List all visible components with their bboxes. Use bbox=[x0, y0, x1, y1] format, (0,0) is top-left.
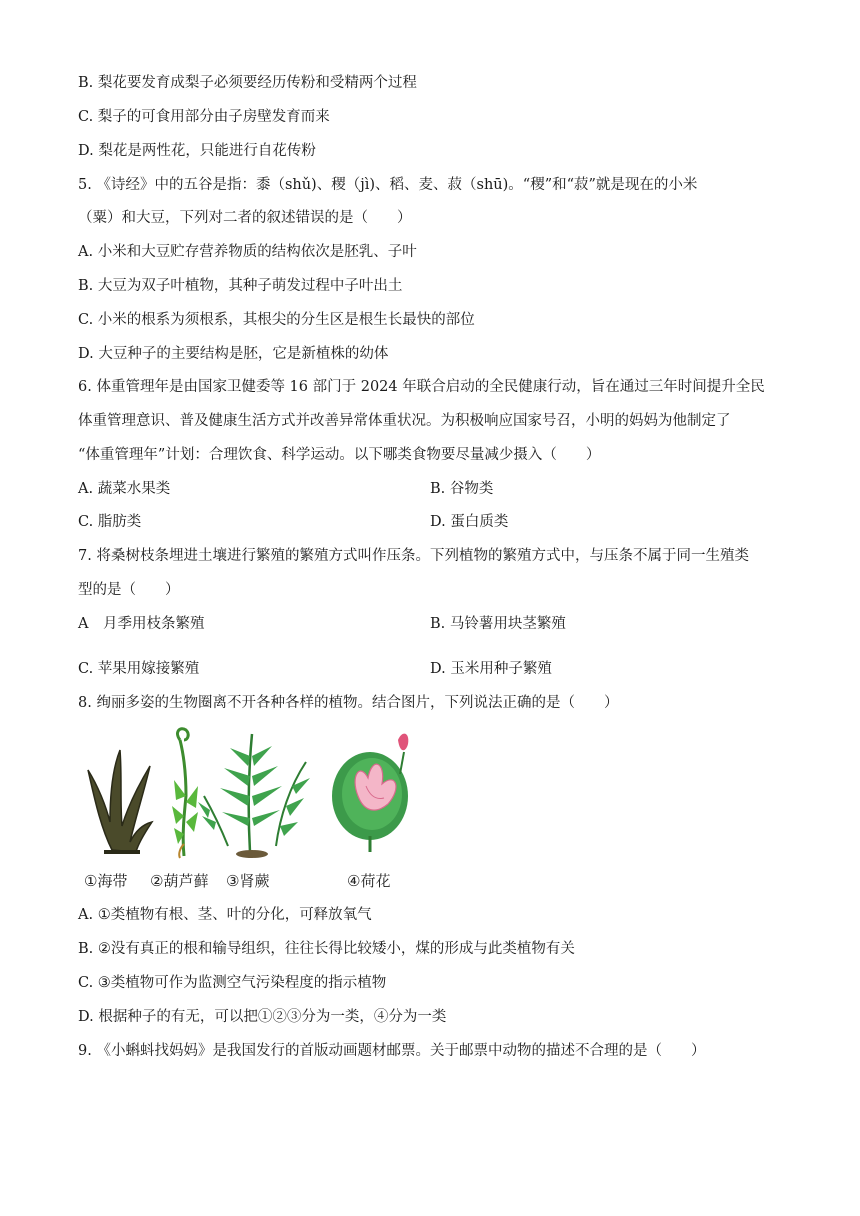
q4-option-d: D. 梨花是两性花，只能进行自花传粉 bbox=[78, 143, 316, 159]
caption-fern: ③肾蕨 bbox=[226, 872, 270, 890]
q4-option-c: C. 梨子的可食用部分由子房壁发育而来 bbox=[78, 109, 330, 125]
q5-option-a: A. 小米和大豆贮存营养物质的结构依次是胚乳、子叶 bbox=[78, 244, 417, 260]
moss-drawing bbox=[172, 729, 198, 858]
fern-drawing bbox=[198, 734, 310, 858]
q4-option-b: B. 梨花要发育成梨子必须要经历传粉和受精两个过程 bbox=[78, 75, 417, 91]
q8-option-d: D. 根据种子的有无，可以把①②③分为一类，④分为一类 bbox=[78, 1009, 447, 1025]
lotus-drawing bbox=[332, 734, 408, 852]
q6-stem-line3: “体重管理年”计划：合理饮食、科学运动。以下哪类食物要尽量减少摄入（ ） bbox=[78, 447, 601, 463]
q7-option-a: A 月季用枝条繁殖 bbox=[78, 616, 205, 632]
q7-option-d: D. 玉米用种子繁殖 bbox=[430, 661, 552, 677]
q7-option-c: C. 苹果用嫁接繁殖 bbox=[78, 661, 200, 677]
q5-stem-line2: （粟）和大豆，下列对二者的叙述错误的是（ ） bbox=[78, 210, 412, 226]
q6-stem-line2: 体重管理意识、普及健康生活方式并改善异常体重状况。为积极响应国家号召，小明的妈妈为他制定了 bbox=[78, 413, 731, 429]
q6-option-c: C. 脂肪类 bbox=[78, 514, 142, 530]
q7-stem-line1: 7. 将桑树枝条埋进土壤进行繁殖的繁殖方式叫作压条。下列植物的繁殖方式中，与压条不属于同一生殖类 bbox=[78, 548, 749, 564]
q5-option-b: B. 大豆为双子叶植物，其种子萌发过程中子叶出土 bbox=[78, 278, 403, 294]
q5-option-c: C. 小米的根系为须根系，其根尖的分生区是根生长最快的部位 bbox=[78, 312, 475, 328]
q9-stem: 9. 《小蝌蚪找妈妈》是我国发行的首版动画题材邮票。关于邮票中动物的描述不合理的是（ ） bbox=[78, 1043, 706, 1059]
q8-option-a: A. ①类植物有根、茎、叶的分化，可释放氧气 bbox=[78, 907, 372, 923]
q5-stem-line1: 5. 《诗经》中的五谷是指：黍（shǔ)、稷（jì)、稻、麦、菽（shū)。“稷”和“菽”就是现在的小米 bbox=[78, 177, 698, 193]
plants-figure bbox=[80, 726, 420, 894]
q8-option-b: B. ②没有真正的根和输导组织，往往长得比较矮小，煤的形成与此类植物有关 bbox=[78, 941, 575, 957]
q8-stem: 8. 绚丽多姿的生物圈离不开各种各样的植物。结合图片，下列说法正确的是（ ） bbox=[78, 695, 619, 711]
q6-option-d: D. 蛋白质类 bbox=[430, 514, 509, 530]
kelp-drawing bbox=[88, 750, 152, 852]
caption-lotus: ④荷花 bbox=[347, 872, 391, 890]
caption-kelp: ①海带 bbox=[84, 872, 128, 890]
q6-option-b: B. 谷物类 bbox=[430, 481, 494, 497]
plants-illustration bbox=[80, 726, 420, 866]
q7-stem-line2: 型的是（ ） bbox=[78, 582, 180, 598]
q8-option-c: C. ③类植物可作为监测空气污染程度的指示植物 bbox=[78, 975, 387, 991]
q6-stem-line1: 6. 体重管理年是由国家卫健委等 16 部门于 2024 年联合启动的全民健康行动，旨在通过三年时间提升全民 bbox=[78, 379, 765, 395]
q7-option-b: B. 马铃薯用块茎繁殖 bbox=[430, 616, 566, 632]
q6-option-a: A. 蔬菜水果类 bbox=[78, 481, 171, 497]
caption-moss: ②葫芦藓 bbox=[150, 872, 209, 890]
q5-option-d: D. 大豆种子的主要结构是胚，它是新植株的幼体 bbox=[78, 346, 389, 362]
